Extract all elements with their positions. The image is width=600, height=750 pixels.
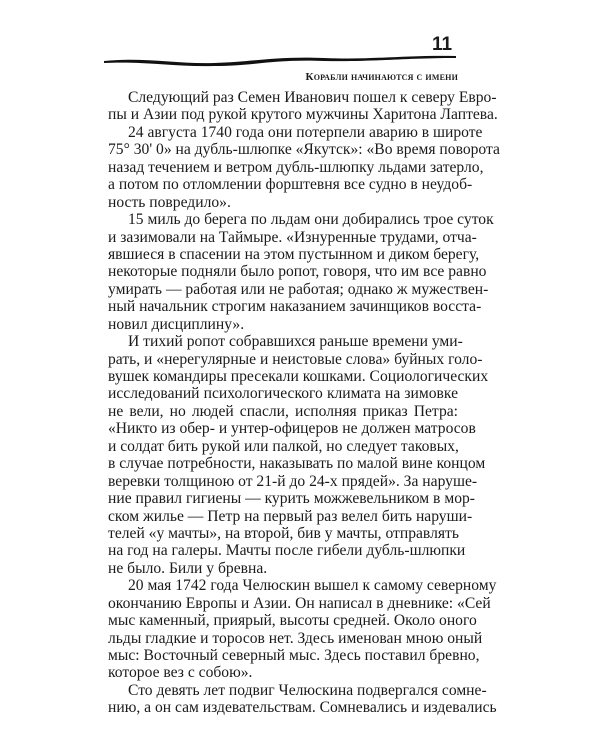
text-line: 75° 30' 0» на дубль-шлюпке «Якутск»: «Во время поворота [108, 141, 500, 159]
paragraph [108, 89, 498, 124]
text-line: льды гладкие и торосов нет. Здесь именован мною оный [108, 629, 483, 647]
text-line: вушек командиры пресекали кошками. Социологических [108, 368, 489, 385]
text-line: 20 мая 1742 года Челюскин вышел к самому северному [128, 577, 497, 595]
text-line: исследований психологического климата на зимовке [108, 385, 458, 403]
text-line: а потом по отломлении форштевня все судно в неудоб- [108, 176, 473, 194]
text-line: нию, а он сам издевательствам. Сомневались и издевались [108, 699, 497, 717]
text-line: мыс: Восточный северный мыс. Здесь поставил бревно, [108, 647, 480, 664]
text-line: ный начальник строгим наказанием зачинщиков восста- [108, 298, 482, 316]
body-text [108, 89, 500, 717]
text-line: окончанию Европы и Азии. Он написал в дневнике: «Сей [108, 594, 491, 612]
text-line: ском жилье — Петр на первый раз велел бить наруши- [108, 507, 473, 525]
text-line: некоторые подняли было ропот, говоря, что им все равно [108, 263, 487, 281]
text-line: умирать — работая или не работая; однако ж мужествен- [108, 280, 489, 298]
text-line: в случае потребности, наказывать по малой вине концом [108, 455, 486, 473]
text-line: 24 августа 1740 года они потерпели аварию в широте [128, 123, 483, 141]
text-line: 15 миль до берега по льдам они добирались трое суток [128, 211, 494, 229]
text-line: И тихий ропот собравшихся раньше времени уми- [128, 333, 463, 351]
text-line: пы и Азии под рукой крутого мужчины Харитона Лаптева. [108, 106, 498, 124]
text-line: телей «у мачты», на второй, бив у мачты, отправлять [108, 524, 459, 542]
paragraph [108, 681, 497, 717]
text-line: «Никто из обер- и унтер-офицеров не должен матросов [108, 420, 476, 438]
text-line: рать, и «нерегулярные и неистовые слова» буйных голо- [108, 350, 483, 368]
text-line: Следующий раз Семен Иванович пошел к северу Евро- [128, 89, 497, 106]
text-line: и зазимовали на Таймыре. «Изнуренные трудами, отча- [108, 228, 477, 246]
text-line: новил дисциплину». [108, 315, 245, 333]
text-line: явшиеся в спасении на этом пустынном и диком берегу, [108, 245, 480, 263]
text-line: на год на галеры. Мачты после гибели дубль-шлюпки [108, 542, 466, 560]
paragraph [108, 123, 500, 211]
text-line: веревки толщиною от 21-й до 24-х прядей». За наруше- [108, 472, 478, 490]
text-line: и солдат бить рукой или палкой, но следует таковых, [108, 437, 459, 455]
paragraph [108, 211, 494, 333]
text-line: которое вез с собою». [108, 664, 253, 682]
paragraph [108, 577, 497, 682]
text-line: ние правил гигиены — курить можжевельником в мор- [108, 490, 475, 508]
text-line: не вели, но людей спасли, исполняя приказ Петра: [108, 402, 458, 420]
page-number: 11 [432, 34, 453, 55]
running-head: Корабли начинаются с имени [305, 71, 458, 83]
text-line: ность повредило». [108, 193, 231, 211]
text-line: назад течением и ветром дубль-шлюпку льдами затерло, [108, 158, 484, 176]
text-line: не было. Били у бревна. [108, 559, 268, 577]
decorative-wavy-rule [104, 52, 460, 68]
text-line: мыс каменный, приярый, высоты средней. Около оного [108, 612, 477, 630]
text-line: Сто девять лет подвиг Челюскина подвергался сомне- [128, 681, 487, 699]
paragraph [108, 333, 489, 577]
